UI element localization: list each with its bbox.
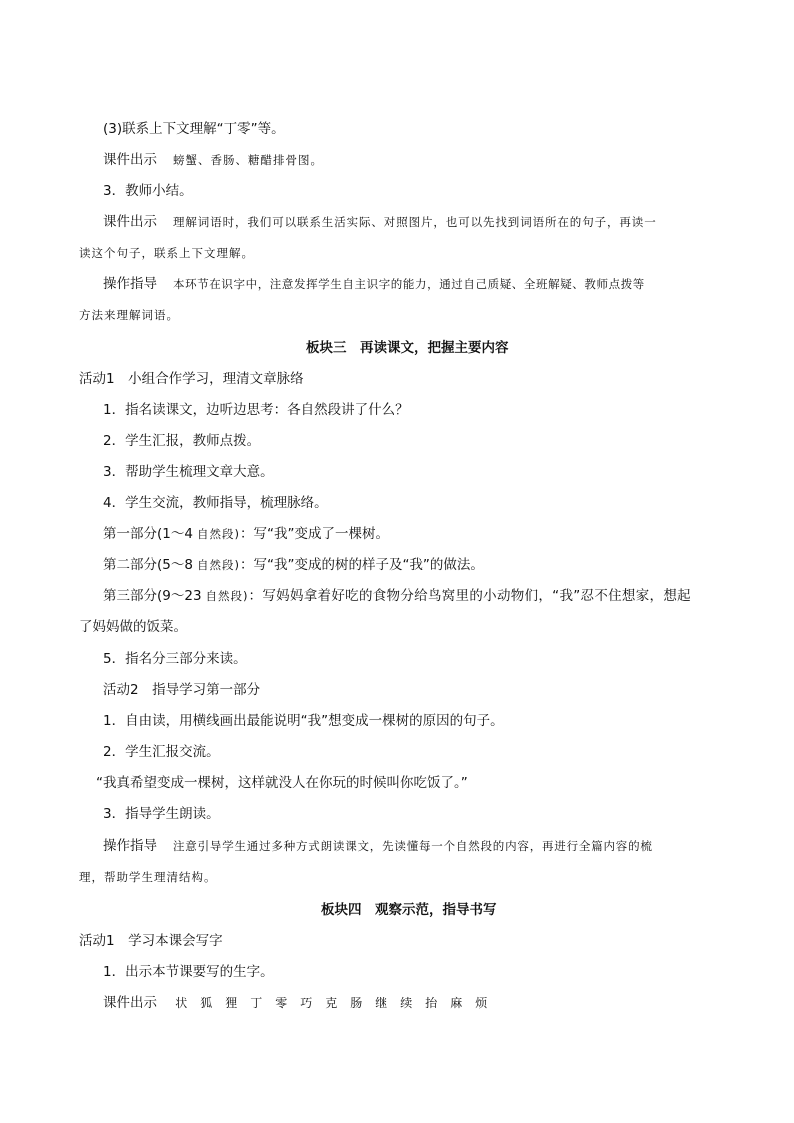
part2-summary: ：写“我”变成的树的样子及“我”的做法。 (239, 557, 484, 573)
part3-continued: 了妈妈做的饭菜。 (79, 619, 187, 635)
courseware-line-images (103, 151, 323, 169)
part3-summary: ：写妈妈拿着好吃的食物分给鸟窝里的小动物们，“我”忍不住想家，想起 (248, 588, 691, 604)
section3-activity2-heading: 活动2 指导学习第一部分 (103, 682, 261, 698)
writing-character: 状 (175, 996, 188, 1010)
writing-character: 狸 (225, 996, 238, 1010)
courseware-label: 课件出示 (103, 995, 157, 1011)
writing-character: 烦 (475, 996, 488, 1010)
courseware-line-vocab-tip (103, 213, 657, 231)
operation-guide-label: 操作指导 (103, 838, 157, 854)
part3-label: 第三部分(9～23 (103, 588, 202, 604)
courseware-text: 理解词语时，我们可以联系生活实际、对照图片，也可以先找到词语所在的句子，再读一 (173, 215, 657, 229)
writing-character: 巧 (300, 996, 313, 1010)
list-item: 4．学生交流，教师指导，梳理脉络。 (103, 495, 328, 511)
courseware-chars-line (103, 994, 500, 1012)
writing-character: 肠 (350, 996, 363, 1010)
list-item: 2．学生汇报交流。 (103, 744, 220, 760)
operation-guide-line (103, 275, 645, 293)
list-item: 1．指名读课文，边听边思考：各自然段讲了什么？ (103, 402, 409, 418)
writing-character: 零 (275, 996, 288, 1010)
list-item: 3．指导学生朗读。 (103, 806, 220, 822)
text-line-teacher-summary: 3．教师小结。 (103, 183, 193, 199)
writing-character: 续 (400, 996, 413, 1010)
part3-line (103, 587, 691, 605)
quote-line: “我真希望变成一棵树，这样就没人在你玩的时候叫你吃饭了。” (96, 775, 468, 791)
courseware-label: 课件出示 (103, 152, 157, 168)
writing-character: 继 (375, 996, 388, 1010)
section4-activity1-heading: 活动1 学习本课会写字 (79, 933, 223, 949)
part1-summary: ：写“我”变成了一棵树。 (239, 526, 389, 542)
courseware-text-continued: 读这个句子，联系上下文理解。 (79, 246, 254, 260)
part1-label: 第一部分(1～4 (103, 526, 193, 542)
writing-character: 克 (325, 996, 338, 1010)
writing-character: 丁 (250, 996, 263, 1010)
part3-paragraph-note: 自然段) (205, 589, 249, 603)
operation-guide-text-continued: 方法来理解词语。 (79, 308, 179, 322)
part1-paragraph-note: 自然段) (196, 527, 240, 541)
part2-paragraph-note: 自然段) (196, 558, 240, 572)
courseware-text: 螃蟹、香肠、糖醋排骨图。 (173, 153, 323, 167)
part1-line (103, 525, 389, 543)
character-list (171, 995, 500, 1011)
section3-heading: 板块三 再读课文，把握主要内容 (306, 340, 509, 356)
operation-guide-line-2 (103, 837, 653, 855)
part2-line (103, 556, 484, 574)
operation-guide-text: 本环节在识字中，注意发挥学生自主识字的能力，通过自己质疑、全班解疑、教师点拨等 (173, 277, 645, 291)
operation-guide-text: 注意引导学生通过多种方式朗读课文，先读懂每一个自然段的内容，再进行全篇内容的梳 (173, 839, 653, 853)
part2-label: 第二部分(5～8 (103, 557, 193, 573)
list-item: 1．出示本节课要写的生字。 (103, 964, 274, 980)
operation-guide-text-continued: 理，帮助学生理清结构。 (79, 870, 217, 884)
section4-heading: 板块四 观察示范，指导书写 (321, 902, 497, 918)
list-item: 2．学生汇报，教师点拨。 (103, 433, 261, 449)
writing-character: 狐 (200, 996, 213, 1010)
list-item: 3．帮助学生梳理文章大意。 (103, 464, 274, 480)
operation-guide-label: 操作指导 (103, 276, 157, 292)
writing-character: 麻 (450, 996, 463, 1010)
writing-character: 抬 (425, 996, 438, 1010)
section3-activity1-heading: 活动1 小组合作学习，理清文章脉络 (79, 371, 304, 387)
courseware-label: 课件出示 (103, 214, 157, 230)
text-line-understand-dingling: (3)联系上下文理解“丁零”等。 (103, 121, 285, 137)
list-item: 5．指名分三部分来读。 (103, 651, 247, 667)
list-item: 1．自由读，用横线画出最能说明“我”想变成一棵树的原因的句子。 (103, 713, 504, 729)
